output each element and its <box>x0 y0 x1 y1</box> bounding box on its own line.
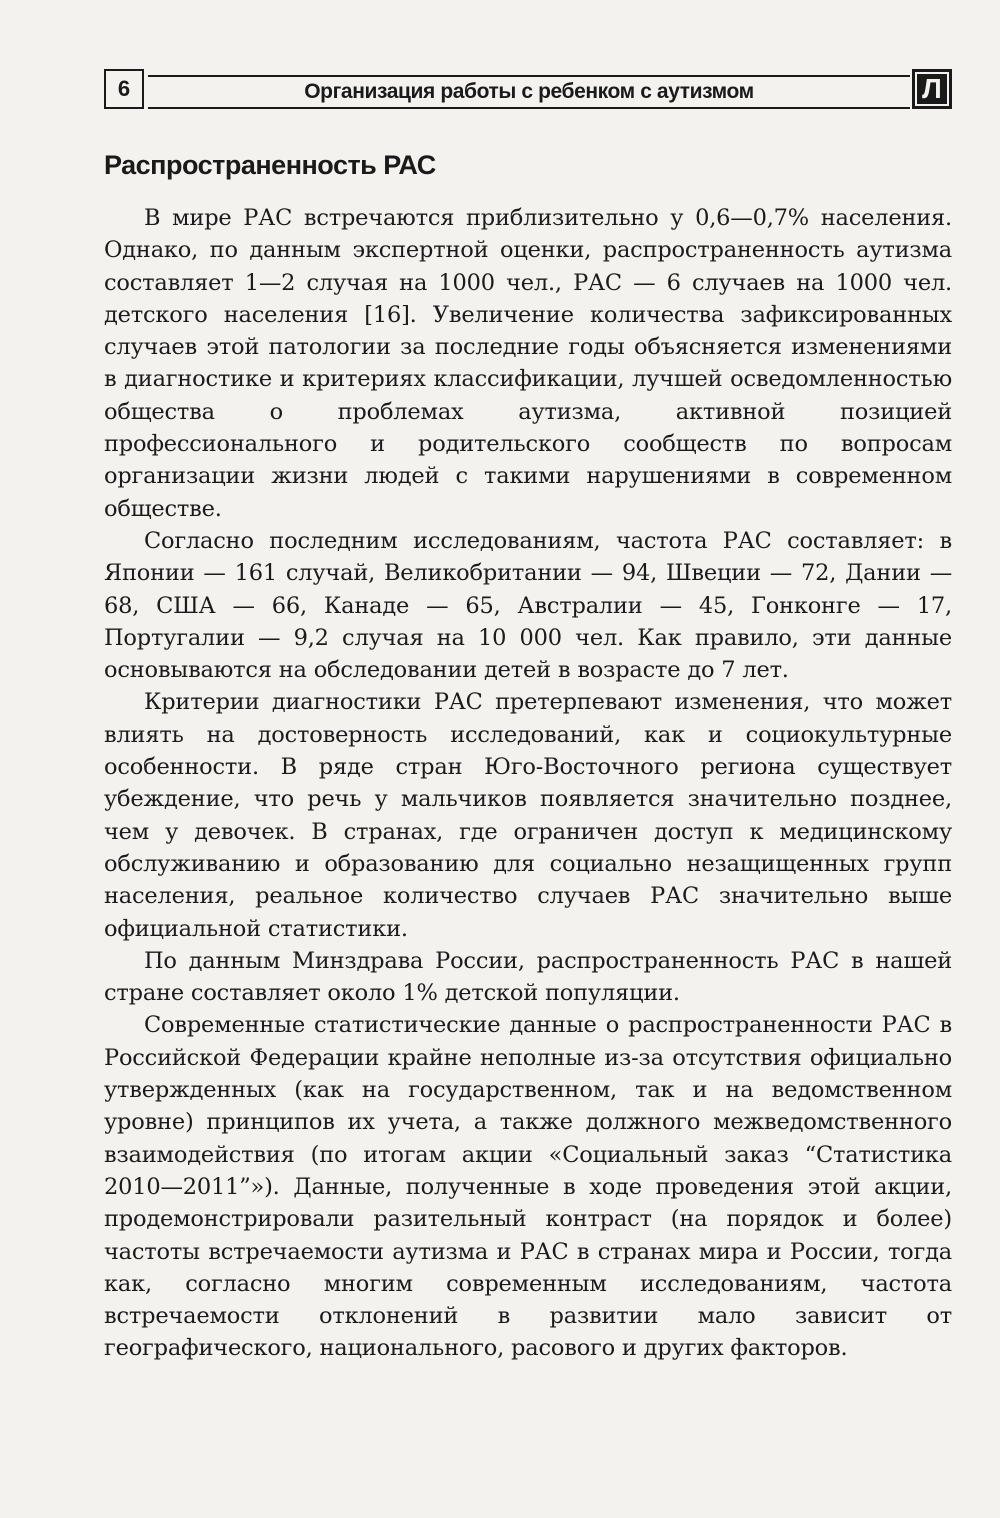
running-header-bar <box>148 75 910 109</box>
running-header <box>104 69 952 111</box>
section-title: Распространенность РАС <box>104 150 436 180</box>
paragraph: Согласно последним исследованиям, частота РАС составляет: в Японии — 161 случай, Великобритании — 94, Швеции — 72, Дании — 68, США — 66, Канаде — 65, Австралии — 45, Гонконге — 17, Португалии — 9,2 случая на 10 000 чел. Как правило, эти данные основываются на обследовании детей в возрасте до 7 лет. <box>104 527 952 684</box>
running-header-title: Организация работы с ребенком с аутизмом <box>304 80 754 103</box>
publisher-logo: Л <box>912 69 952 109</box>
body-text <box>104 202 952 1365</box>
paragraph: В мире РАС встречаются приблизительно у 0,6—0,7% населения. Однако, по данным экспертной оценки, распространенность аутизма составляет 1—2 случая на 1000 чел., РАС — 6 случаев на 1000 чел. детского населения [16]. Увеличение количества зафиксированных случаев этой патологии за последние годы объясняется изменениями в диагностике и критериях классификации, лучшей осведомленностью общества о проблемах аутизма, активной позицией профессионального и родительского сообществ по вопросам организации жизни людей с такими нарушениями в современном обществе. <box>104 205 952 522</box>
paragraph: Критерии диагностики РАС претерпевают изменения, что может влиять на достоверность исследований, как и социокультурные особенности. В ряде стран Юго-Восточного региона существует убеждение, что речь у мальчиков появляется значительно позднее, чем у девочек. В странах, где ограничен доступ к медицинскому обслуживанию и образованию для социально незащищенных групп населения, реальное количество случаев РАС значительно выше официальной статистики. <box>104 689 952 942</box>
paragraph: По данным Минздрава России, распространенность РАС в нашей стране составляет около 1% детской популяции. <box>104 947 952 1007</box>
page-number: 6 <box>104 69 144 109</box>
paragraph: Современные статистические данные о распространенности РАС в Российской Федерации крайне неполные из-за отсутствия официально утвержденных (как на государственном, так и на ведомственном уровне) принципов их учета, а также должного межведомственного взаимодействия (по итогам акции «Социальный заказ “Статистика 2010—2011”»). Данные, полученные в ходе проведения этой акции, продемонстрировали разительный контраст (на порядок и более) частоты встречаемости аутизма и РАС в странах мира и России, тогда как, согласно многим современным исследованиям, частота встречаемости отклонений в развитии мало зависит от географического, национального, расового и других факторов. <box>104 1012 952 1362</box>
